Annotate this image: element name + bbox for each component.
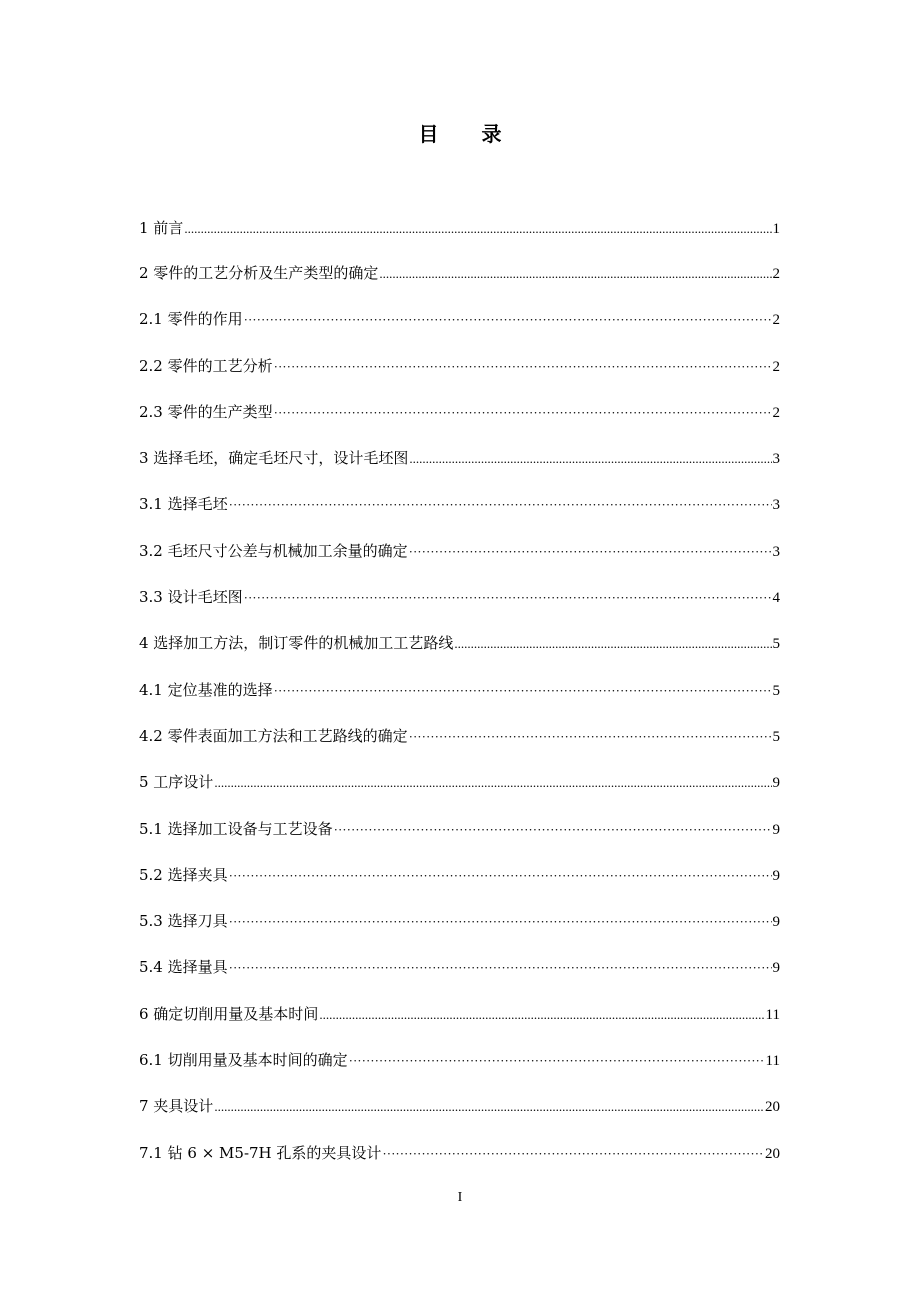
- toc-entry[interactable]: [139, 351, 780, 397]
- toc-entry-page: 2: [772, 404, 780, 421]
- toc-entry-page: 11: [765, 1053, 780, 1070]
- toc-entry[interactable]: [139, 258, 780, 304]
- toc-entry-label: 3.3 设计毛坯图: [139, 588, 243, 607]
- toc-entry[interactable]: [139, 397, 780, 443]
- toc-entry-page: 5: [772, 728, 780, 745]
- toc-entry[interactable]: [139, 536, 780, 582]
- toc-dot-leader: [229, 861, 772, 891]
- toc-entry-label: 3.2 毛坯尺寸公差与机械加工余量的确定: [139, 541, 408, 560]
- toc-dot-leader: [229, 490, 772, 520]
- toc-entry-label: 1 前言: [139, 219, 184, 237]
- toc-dot-leader: [409, 444, 771, 474]
- toc-dot-leader: [319, 1000, 764, 1030]
- toc-entry-label: 2 零件的工艺分析及生产类型的确定: [139, 264, 379, 282]
- toc-entry-label: 5.1 选择加工设备与工艺设备: [139, 819, 333, 838]
- toc-entry-page: 5: [772, 682, 780, 699]
- toc-entry-page: 9: [772, 914, 780, 931]
- toc-dot-leader: [349, 1046, 765, 1076]
- toc-dot-leader: [409, 537, 772, 567]
- toc-entry-label: 3.1 选择毛坯: [139, 495, 228, 514]
- toc-entry[interactable]: [139, 767, 780, 813]
- toc-entry-label: 5.4 选择量具: [139, 958, 228, 977]
- toc-dot-leader: [382, 1139, 764, 1169]
- toc-entry-label: 4.1 定位基准的选择: [139, 680, 273, 699]
- toc-dot-leader: [229, 953, 772, 983]
- toc-entry-page: 20: [765, 1145, 780, 1162]
- toc-dot-leader: [244, 583, 772, 613]
- toc-entry[interactable]: [139, 999, 780, 1045]
- toc-dot-leader: [334, 815, 772, 845]
- toc-entry-label: 4 选择加工方法，制订零件的机械加工工艺路线: [139, 634, 454, 653]
- toc-entry-page: 9: [772, 960, 780, 977]
- toc-entry-page: 2: [772, 358, 780, 375]
- toc-dot-leader: [379, 259, 771, 289]
- toc-entry-label: 2.2 零件的工艺分析: [139, 356, 273, 375]
- toc-entry[interactable]: [139, 443, 780, 489]
- toc-entry[interactable]: [139, 906, 780, 952]
- toc-entry-label: 6 确定切削用量及基本时间: [139, 1004, 319, 1023]
- table-of-contents: [139, 213, 780, 1184]
- toc-entry[interactable]: [139, 304, 780, 350]
- toc-entry-page: 20: [765, 1099, 780, 1116]
- toc-dot-leader: [244, 305, 772, 335]
- toc-entry[interactable]: [139, 213, 780, 258]
- toc-entry-label: 2.3 零件的生产类型: [139, 402, 273, 421]
- toc-entry-page: 2: [772, 266, 780, 282]
- toc-entry-page: 3: [772, 451, 780, 468]
- toc-entry-page: 4: [772, 590, 780, 607]
- toc-dot-leader: [214, 768, 771, 798]
- toc-entry-label: 7 夹具设计: [139, 1097, 214, 1116]
- toc-entry[interactable]: [139, 814, 780, 860]
- toc-entry[interactable]: [139, 628, 780, 674]
- toc-entry-page: 1: [772, 221, 780, 237]
- toc-dot-leader: [274, 676, 772, 706]
- toc-entry-label: 7.1 钻 6 × M5-7H 孔系的夹具设计: [139, 1143, 382, 1162]
- toc-entry-label: 3 选择毛坯，确定毛坯尺寸，设计毛坯图: [139, 449, 409, 468]
- toc-entry-label: 5.2 选择夹具: [139, 865, 228, 884]
- toc-entry[interactable]: [139, 489, 780, 535]
- toc-entry[interactable]: [139, 1138, 780, 1184]
- toc-entry-label: 4.2 零件表面加工方法和工艺路线的确定: [139, 726, 408, 745]
- toc-entry[interactable]: [139, 1091, 780, 1137]
- toc-entry-page: 9: [772, 775, 780, 792]
- toc-entry-page: 5: [772, 636, 780, 653]
- toc-entry[interactable]: [139, 952, 780, 998]
- toc-entry-page: 2: [772, 312, 780, 329]
- toc-entry[interactable]: [139, 721, 780, 767]
- toc-dot-leader: [409, 722, 772, 752]
- toc-dot-leader: [229, 907, 772, 937]
- toc-entry-page: 9: [772, 867, 780, 884]
- toc-entry-page: 3: [772, 543, 780, 560]
- toc-entry-label: 6.1 切削用量及基本时间的确定: [139, 1051, 348, 1070]
- footer-page-number: I: [457, 1190, 463, 1205]
- toc-entry-page: 11: [765, 1006, 780, 1023]
- toc-entry-label: 5 工序设计: [139, 773, 214, 792]
- toc-dot-leader: [274, 398, 772, 428]
- toc-dot-leader: [454, 629, 771, 659]
- toc-entry[interactable]: [139, 675, 780, 721]
- page-title: 目 录: [418, 122, 520, 146]
- toc-entry-label: 2.1 零件的作用: [139, 310, 243, 329]
- toc-entry-page: 9: [772, 821, 780, 838]
- toc-dot-leader: [214, 1092, 764, 1122]
- toc-entry[interactable]: [139, 582, 780, 628]
- toc-entry[interactable]: [139, 1045, 780, 1091]
- toc-dot-leader: [184, 214, 771, 244]
- toc-entry-page: 3: [772, 497, 780, 514]
- toc-entry-label: 5.3 选择刀具: [139, 912, 228, 931]
- toc-dot-leader: [274, 352, 772, 382]
- toc-entry[interactable]: [139, 860, 780, 906]
